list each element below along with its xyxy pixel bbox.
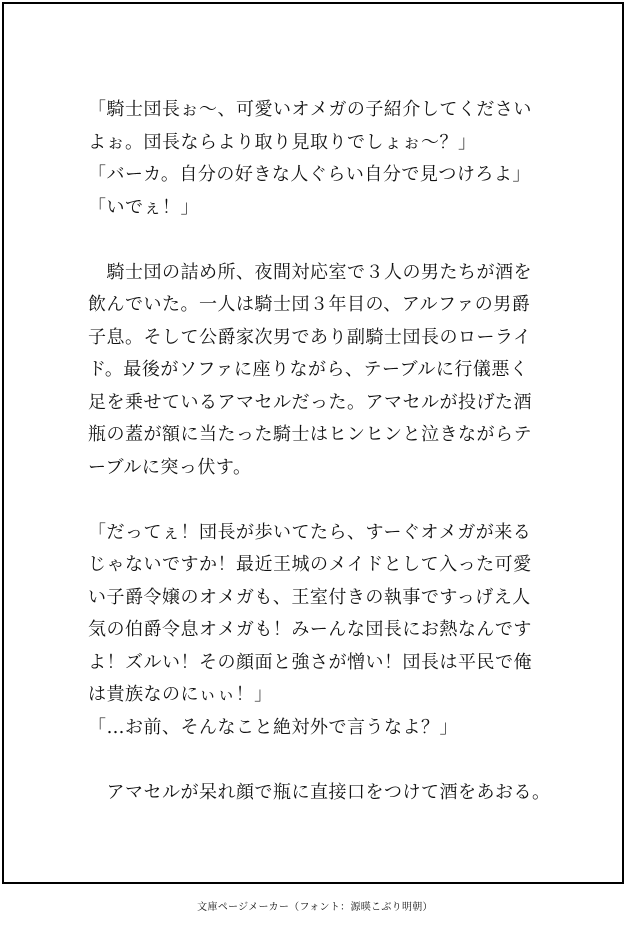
- text-line: 足を乗せているアマセルだった。アマセルが投げた酒: [88, 391, 532, 413]
- blank-line: [88, 484, 568, 517]
- novel-text: [88, 94, 568, 809]
- text-line: 「バーカ。自分の好きな人ぐらい自分で見つけろよ」: [88, 164, 531, 185]
- text-line: 子息。そして公爵家次男であり副騎士団長のローライ: [88, 326, 532, 348]
- footer-credit: 文庫ページメーカー（フォント：源暎こぶり明朝）: [197, 902, 433, 913]
- text-line: じゃないですか！最近王城のメイドとして入った可愛: [88, 554, 532, 575]
- text-line: アマセルが呆れ顔で瓶に直接口をつけて酒をあおる。: [88, 781, 551, 803]
- text-line: 騎士団の詰め所、夜間対応室で３人の男たちが酒を: [88, 261, 532, 283]
- text-line: 瓶の蓋が額に当たった騎士はヒンヒンと泣きながらテ: [88, 424, 532, 445]
- blank-line: [88, 224, 568, 257]
- text-line: 「…お前、そんなこと絶対外で言うなよ？」: [88, 716, 458, 738]
- page-frame: [2, 2, 624, 884]
- text-line: 「だってぇ！団長が歩いてたら、すーぐオメガが来る: [88, 521, 532, 543]
- text-line: ド。最後がソファに座りながら、テーブルに行儀悪く: [88, 359, 529, 380]
- text-line: よぉ。団長ならより取り見取りでしょぉ〜？」: [88, 131, 477, 153]
- blank-line: [88, 744, 568, 777]
- text-line: 気の伯爵令息オメガも！みーんな団長にお熱なんです: [88, 619, 532, 640]
- text-line: 「いでぇ！」: [88, 196, 199, 218]
- text-line: 「騎士団長ぉ〜、可愛いオメガの子紹介してください: [88, 99, 532, 120]
- text-line: い子爵令嬢のオメガも、王室付きの執事ですっげえ人: [88, 586, 531, 608]
- text-line: ーブルに突っ伏す。: [88, 456, 252, 478]
- text-line: 飲んでいた。一人は騎士団３年目の、アルファの男爵: [88, 294, 531, 315]
- text-line: よ！ズルい！その顔面と強さが憎い！団長は平民で俺: [88, 651, 532, 673]
- text-line: は貴族なのにぃぃ！」: [88, 684, 273, 705]
